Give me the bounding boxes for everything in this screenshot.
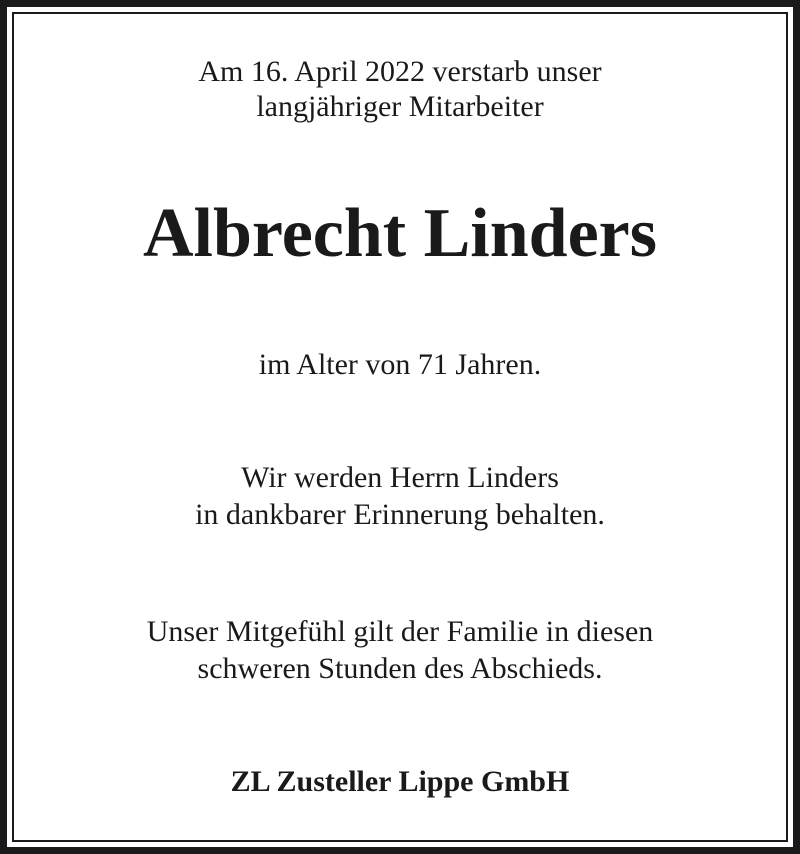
company-signature: ZL Zusteller Lippe GmbH <box>230 765 570 798</box>
remembrance-line-2: in dankbarer Erinnerung behalten. <box>195 498 605 531</box>
condolence-line-1: Unser Mitgefühl gilt der Familie in diesen <box>146 615 654 648</box>
deceased-name: Albrecht Linders <box>143 195 657 272</box>
intro-line-1: Am 16. April 2022 verstarb unser <box>198 55 602 88</box>
inner-border <box>12 12 788 842</box>
remembrance-line-1: Wir werden Herrn Linders <box>241 461 559 494</box>
intro-line-2: langjähriger Mitarbeiter <box>256 90 544 123</box>
age-text: im Alter von 71 Jahren. <box>258 348 542 381</box>
condolence-line-2: schweren Stunden des Abschieds. <box>197 652 603 685</box>
